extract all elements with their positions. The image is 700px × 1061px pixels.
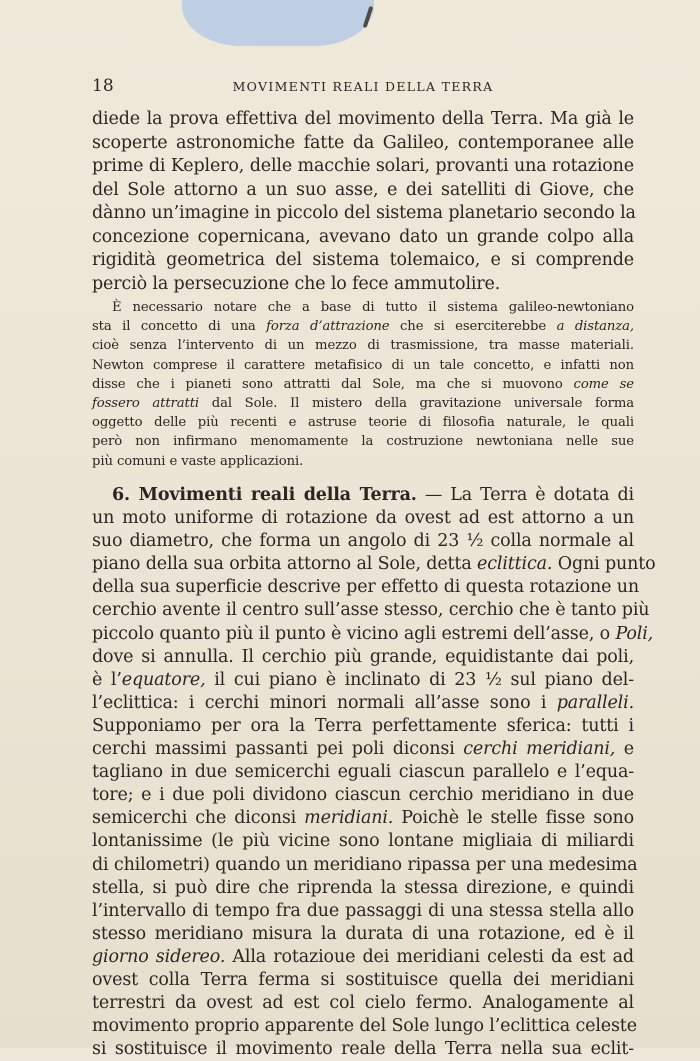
text-line: giorno sidereo. Alla rotazioue dei meridiani celesti da est ad bbox=[92, 946, 634, 967]
text-line: ovest colla Terra ferma si sostituisce quella dei meridiani bbox=[92, 969, 634, 990]
note-line: però non infirmano menomamente la costruzione newtoniana nelle sue bbox=[92, 434, 634, 450]
note-line: Newton comprese il carattere metafisico di un tale concetto, e infatti non bbox=[92, 357, 634, 373]
running-title: MOVIMENTI REALI DELLA TERRA bbox=[232, 79, 494, 94]
note-line: più comuni e vaste applicazioni. bbox=[92, 453, 304, 469]
text-line: stesso meridiano misura la durata di una rotazione, ed è il bbox=[92, 923, 634, 944]
note-line: oggetto delle più recenti e astruse teorie di filosofia naturale, le quali bbox=[92, 415, 634, 431]
footnote-block bbox=[92, 298, 634, 471]
text-line: è l’equatore, il cui piano è inclinato di 23 ½ sul piano del- bbox=[92, 669, 634, 690]
text-line: semicerchi che diconsi meridiani. Poichè le stelle fisse sono bbox=[92, 808, 634, 829]
text-line: perciò la persecuzione che lo fece ammutolire. bbox=[92, 273, 501, 294]
text-line: piano della sua orbita attorno al Sole, detta eclittica. Ogni punto bbox=[92, 554, 656, 575]
text-line: stella, si può dire che riprenda la stessa direzione, e quindi bbox=[92, 877, 634, 898]
section-heading: 6. Movimenti reali della Terra. bbox=[112, 485, 417, 505]
text-line: lontanissime (le più vicine sono lontane migliaia di miliardi bbox=[92, 831, 634, 852]
text-line: si sostituisce il movimento reale della Terra nella sua eclit- bbox=[92, 1039, 634, 1060]
text-line: della sua superficie descrive per effetto di questa rotazione un bbox=[92, 577, 640, 598]
text-line: scoperte astronomiche fatte da Galileo, contemporanee alle bbox=[92, 132, 634, 153]
section-6 bbox=[92, 484, 656, 1061]
text-line: rigidità geometrica del sistema tolemaico, e si comprende bbox=[92, 250, 634, 270]
text-line: tagliano in due semicerchi eguali ciascun parallelo e l’equa- bbox=[92, 762, 634, 783]
note-line: sta il concetto di una forza d’attrazione che si eserciterebbe a distanza, bbox=[92, 319, 635, 335]
text-line: un moto uniforme di rotazione da ovest ad est attorno a un bbox=[92, 508, 634, 529]
text-line: terrestri da ovest ad est col cielo fermo. Analogamente al bbox=[92, 993, 634, 1014]
paragraph-continuation bbox=[92, 108, 634, 296]
text-line: l’intervallo di tempo fra due passaggi di una stessa stella allo bbox=[92, 900, 634, 921]
text-line: prime di Keplero, delle macchie solari, provanti una rotazione bbox=[92, 156, 634, 176]
note-line: È necessario notare che a base di tutto il sistema galileo-newtoniano bbox=[112, 300, 634, 315]
note-line: cioè senza l’intervento di un mezzo di trasmissione, tra masse materiali. bbox=[92, 338, 634, 354]
page-header bbox=[92, 76, 634, 98]
text-line: dànno un’imagine in piccolo del sistema planetario secondo la bbox=[92, 203, 636, 223]
text-line: suo diametro, che forma un angolo di 23 ½ colla normale al bbox=[92, 531, 634, 552]
text-line: tore; e i due poli dividono ciascun cerchio meridiano in due bbox=[92, 785, 634, 806]
text-line: cerchi massimi passanti pei poli diconsi cerchi meridiani, e bbox=[92, 739, 635, 760]
text-line: concezione copernicana, avevano dato un grande colpo alla bbox=[92, 226, 634, 247]
text-line: movimento proprio apparente del Sole lungo l’eclittica celeste bbox=[92, 1016, 637, 1037]
page-number: 18 bbox=[92, 76, 114, 96]
text-line: piccolo quanto più il punto è vicino agli estremi dell’asse, o Poli, bbox=[92, 623, 654, 644]
note-line: disse che i pianeti sono attratti dal Sole, ma che si muovono come se bbox=[92, 376, 634, 392]
text-line: 6. Movimenti reali della Terra. — La Terra è dotata di bbox=[112, 485, 634, 505]
blue-sticker bbox=[182, 0, 374, 46]
text-line: dove si annulla. Il cerchio più grande, equidistante dai poli, bbox=[92, 646, 634, 667]
text-line: diede la prova effettiva del movimento della Terra. Ma già le bbox=[92, 109, 634, 129]
text-line: Supponiamo per ora la Terra perfettamente sferica: tutti i bbox=[92, 715, 634, 736]
text-line: di chilometri) quando un meridiano ripassa per una medesima bbox=[92, 854, 638, 875]
text-line: cerchio avente il centro sull’asse stesso, cerchio che è tanto più bbox=[92, 600, 650, 621]
text-line: del Sole attorno a un suo asse, e dei satelliti di Giove, che bbox=[92, 179, 634, 200]
text-line: l’eclittica: i cerchi minori normali all’asse sono i paralleli. bbox=[92, 692, 634, 713]
note-line: fossero attratti dal Sole. Il mistero della gravitazione universale forma bbox=[92, 395, 634, 411]
